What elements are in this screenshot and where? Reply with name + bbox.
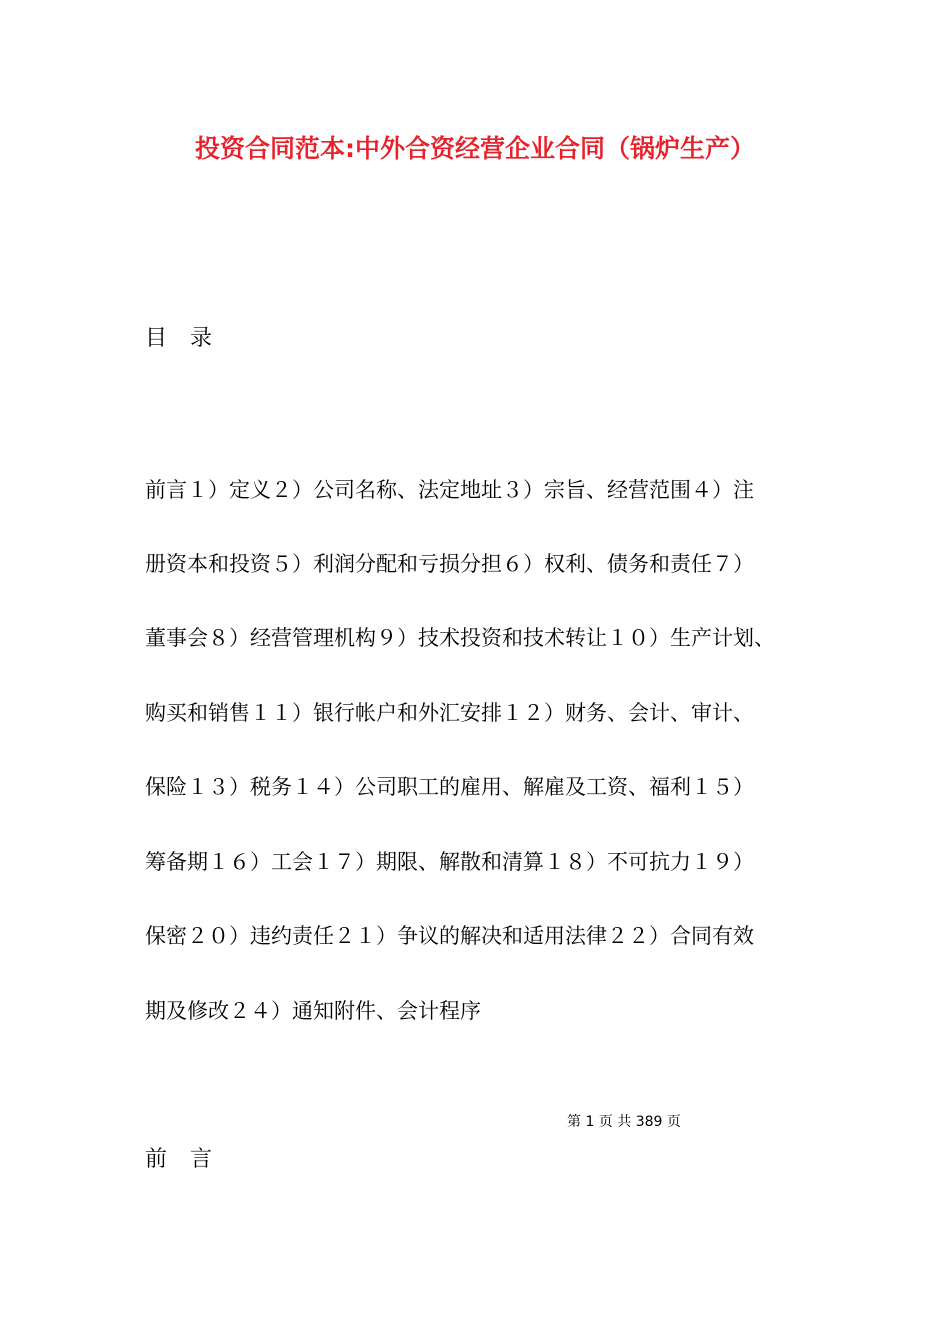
toc-line: 购买和销售１１）银行帐户和外汇安排１２）财务、会计、审计、	[145, 701, 754, 725]
document-title: 投资合同范本:中外合资经营企业合同（锅炉生产）	[195, 134, 755, 163]
toc-line: 保密２０）违约责任２１）争议的解决和适用法律２２）合同有效	[145, 924, 754, 948]
toc-line: 前言１）定义２）公司名称、法定地址３）宗旨、经营范围４）注	[145, 478, 754, 502]
section-heading-preface: 前 言	[145, 1147, 220, 1172]
toc-line: 筹备期１６）工会１７）期限、解散和清算１８）不可抗力１９）	[145, 850, 754, 874]
toc-line: 董事会８）经营管理机构９）技术投资和技术转让１０）生产计划、	[145, 626, 775, 650]
toc-heading: 目 录	[145, 326, 220, 351]
toc-line: 册资本和投资５）利润分配和亏损分担６）权利、债务和责任７）	[145, 552, 754, 576]
page-number: 第 1 页 共 389 页	[567, 1114, 681, 1130]
toc-line: 保险１３）税务１４）公司职工的雇用、解雇及工资、福利１５）	[145, 775, 754, 799]
toc-line: 期及修改２４）通知附件、会计程序	[145, 999, 481, 1023]
